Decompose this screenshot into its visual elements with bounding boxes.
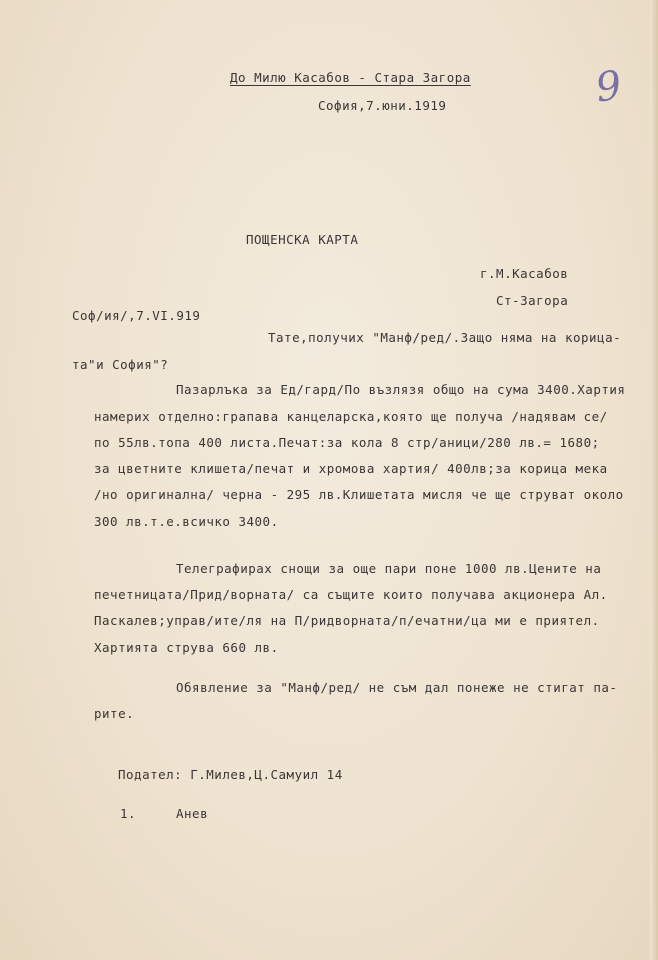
body-line-4: намерих отделно:грапава канцеларска,която ще получа /надявам се/ bbox=[94, 409, 608, 424]
body-line-3: Пазарлъка за Ед/гард/По възлязя общо на сума 3400.Хартия bbox=[176, 382, 626, 397]
body-line-13: Обявление за "Манф/ред/ не съм дал понеже не стигат па- bbox=[176, 680, 618, 695]
body-line-14: рите. bbox=[94, 706, 135, 721]
body-line-7: /но оригинална/ черна - 295 лв.Клишетата мисля че ще струват около bbox=[94, 487, 624, 502]
address-name: г.М.Касабов bbox=[480, 266, 569, 281]
place-date: София,7.юни.1919 bbox=[318, 98, 447, 113]
body-line-2: та"и София"? bbox=[72, 357, 169, 372]
recipient-line: До Милю Касабов - Стара Загора bbox=[230, 70, 471, 85]
body-line-1: Тате,получих "Манф/ред/.Защо няма на корица- bbox=[268, 330, 622, 345]
address-city: Ст-Загора bbox=[496, 293, 569, 308]
body-line-6: за цветните клишета/печат и хромова хартия/ 400лв;за корица мека bbox=[94, 461, 608, 476]
body-line-5: по 55лв.топа 400 листа.Печат:за кола 8 стр/аници/280 лв.= 1680; bbox=[94, 435, 600, 450]
body-line-9: Телеграфирах снощи за още пари поне 1000 лв.Цените на bbox=[176, 561, 602, 576]
body-line-11: Паскалев;управ/ите/ля на П/ридворната/п/ечатни/ца ми е приятел. bbox=[94, 613, 600, 628]
footer-number: 1. bbox=[120, 806, 137, 821]
paper-edge bbox=[650, 0, 658, 960]
dateline: Соф/ия/,7.VI.919 bbox=[72, 308, 201, 323]
body-line-12: Хартията струва 660 лв. bbox=[94, 640, 279, 655]
document-title: ПОЩЕНСКА КАРТА bbox=[246, 232, 359, 247]
footer-name: Анев bbox=[176, 806, 209, 821]
handwritten-page-number: 9 bbox=[592, 62, 625, 112]
body-line-10: печетницата/Прид/ворната/ са същите които получава акционера Ал. bbox=[94, 587, 608, 602]
body-line-8: 300 лв.т.е.всичко 3400. bbox=[94, 514, 279, 529]
sender-line: Подател: Г.Милев,Ц.Самуил 14 bbox=[118, 767, 343, 782]
